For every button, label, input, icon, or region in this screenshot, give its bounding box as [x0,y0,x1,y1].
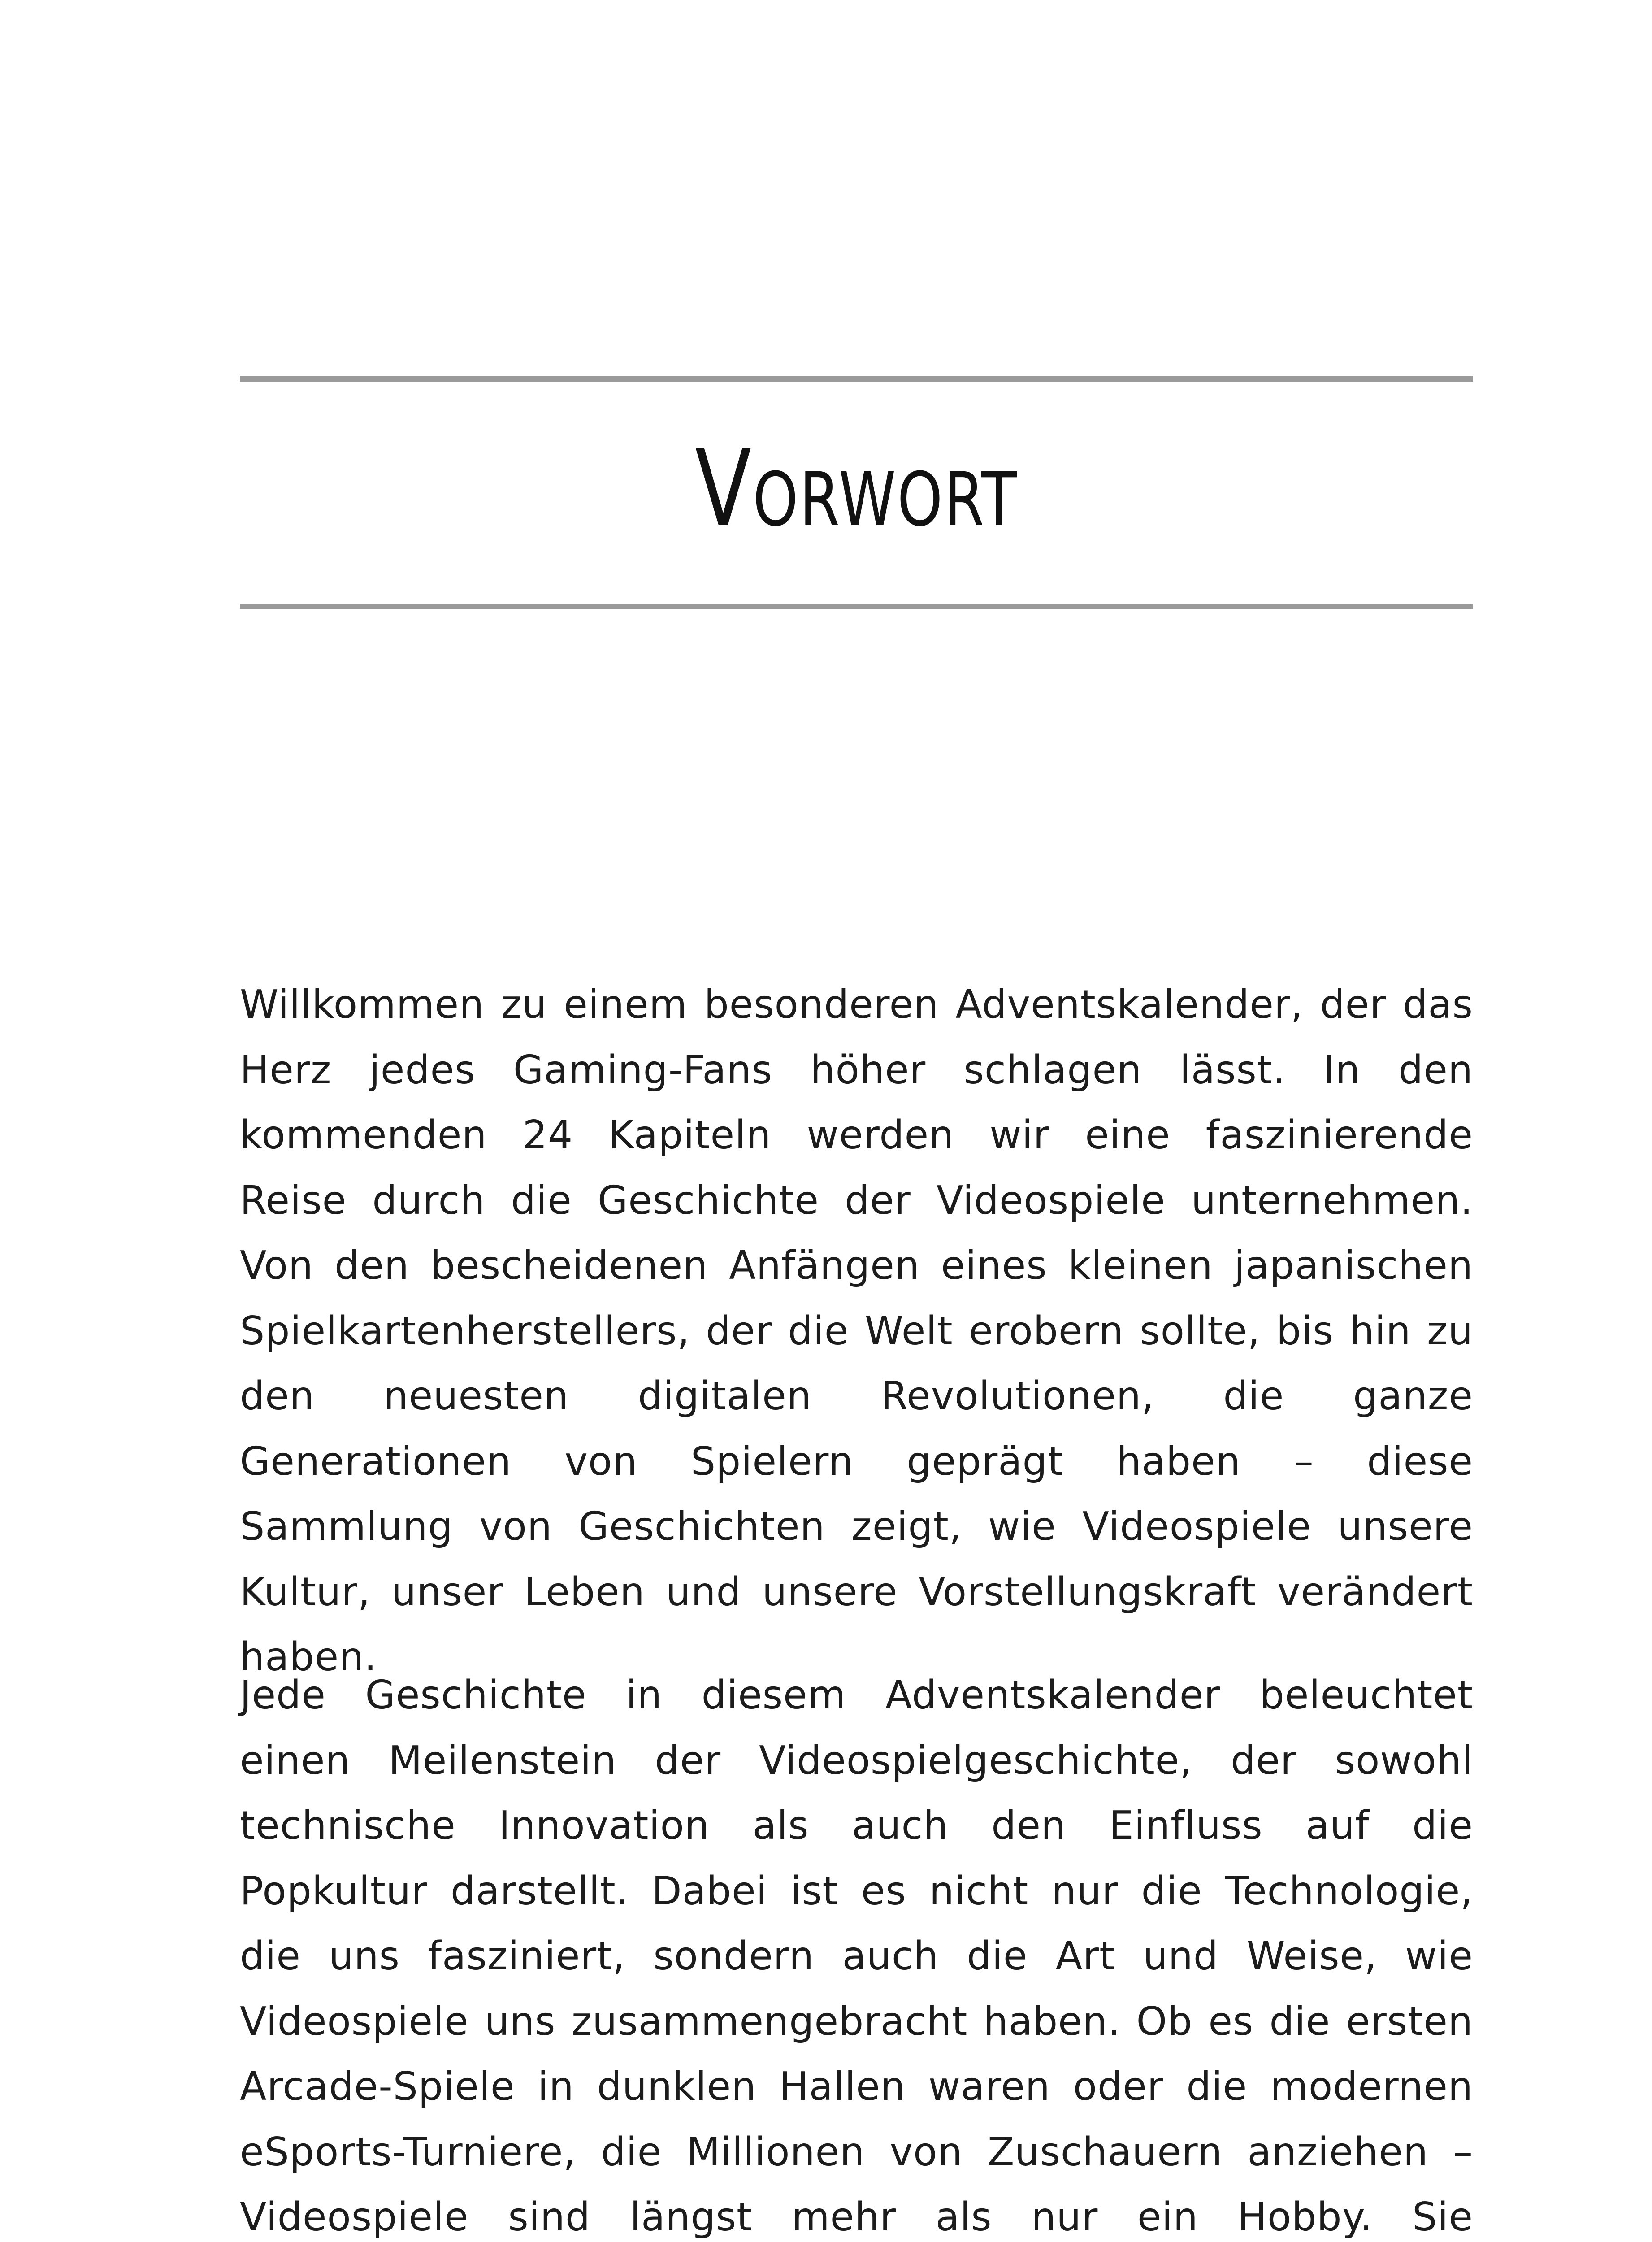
title-rule-bottom [240,604,1473,609]
paragraph-2: Jede Geschichte in diesem Adventskalender beleuchtet einen Meilenstein der Videospielgeschichte, der sowohl technische Innovation als auch den Einfluss auf die Popkultur darstellt. Dabei ist es nicht nur die Technologie, die uns fasziniert, sondern auch die Art und Weise, wie Videospiele uns zusammengebracht haben. Ob es die ersten Arcade-Spiele in dunklen Hallen waren oder die modernen eSports-Turniere, die Millionen von Zuschauern anziehen – Videospiele sind längst mehr als nur ein Hobby. Sie [240,1672,1473,2240]
paragraph-1: Willkommen zu einem besonderen Adventskalender, der das Herz jedes Gaming-Fans höher schlagen lässt. In den kommenden 24 Kapiteln werden wir eine faszinierende Reise durch die Geschichte der Videospiele unternehmen. Von den bescheidenen Anfängen eines kleinen japanischen Spielkartenherstellers, der die Welt erobern sollte, bis hin zu den neuesten digitalen Revolutionen, die ganze Generationen von Spielern geprägt haben – diese Sammlung von Geschichten zeigt, wie Videospiele unsere Kultur, unser Leben und unsere Vorstellungskraft verändert haben. [240,982,1473,1680]
chapter-title: Vorwort [695,427,1018,550]
title-rule-top [240,376,1473,382]
